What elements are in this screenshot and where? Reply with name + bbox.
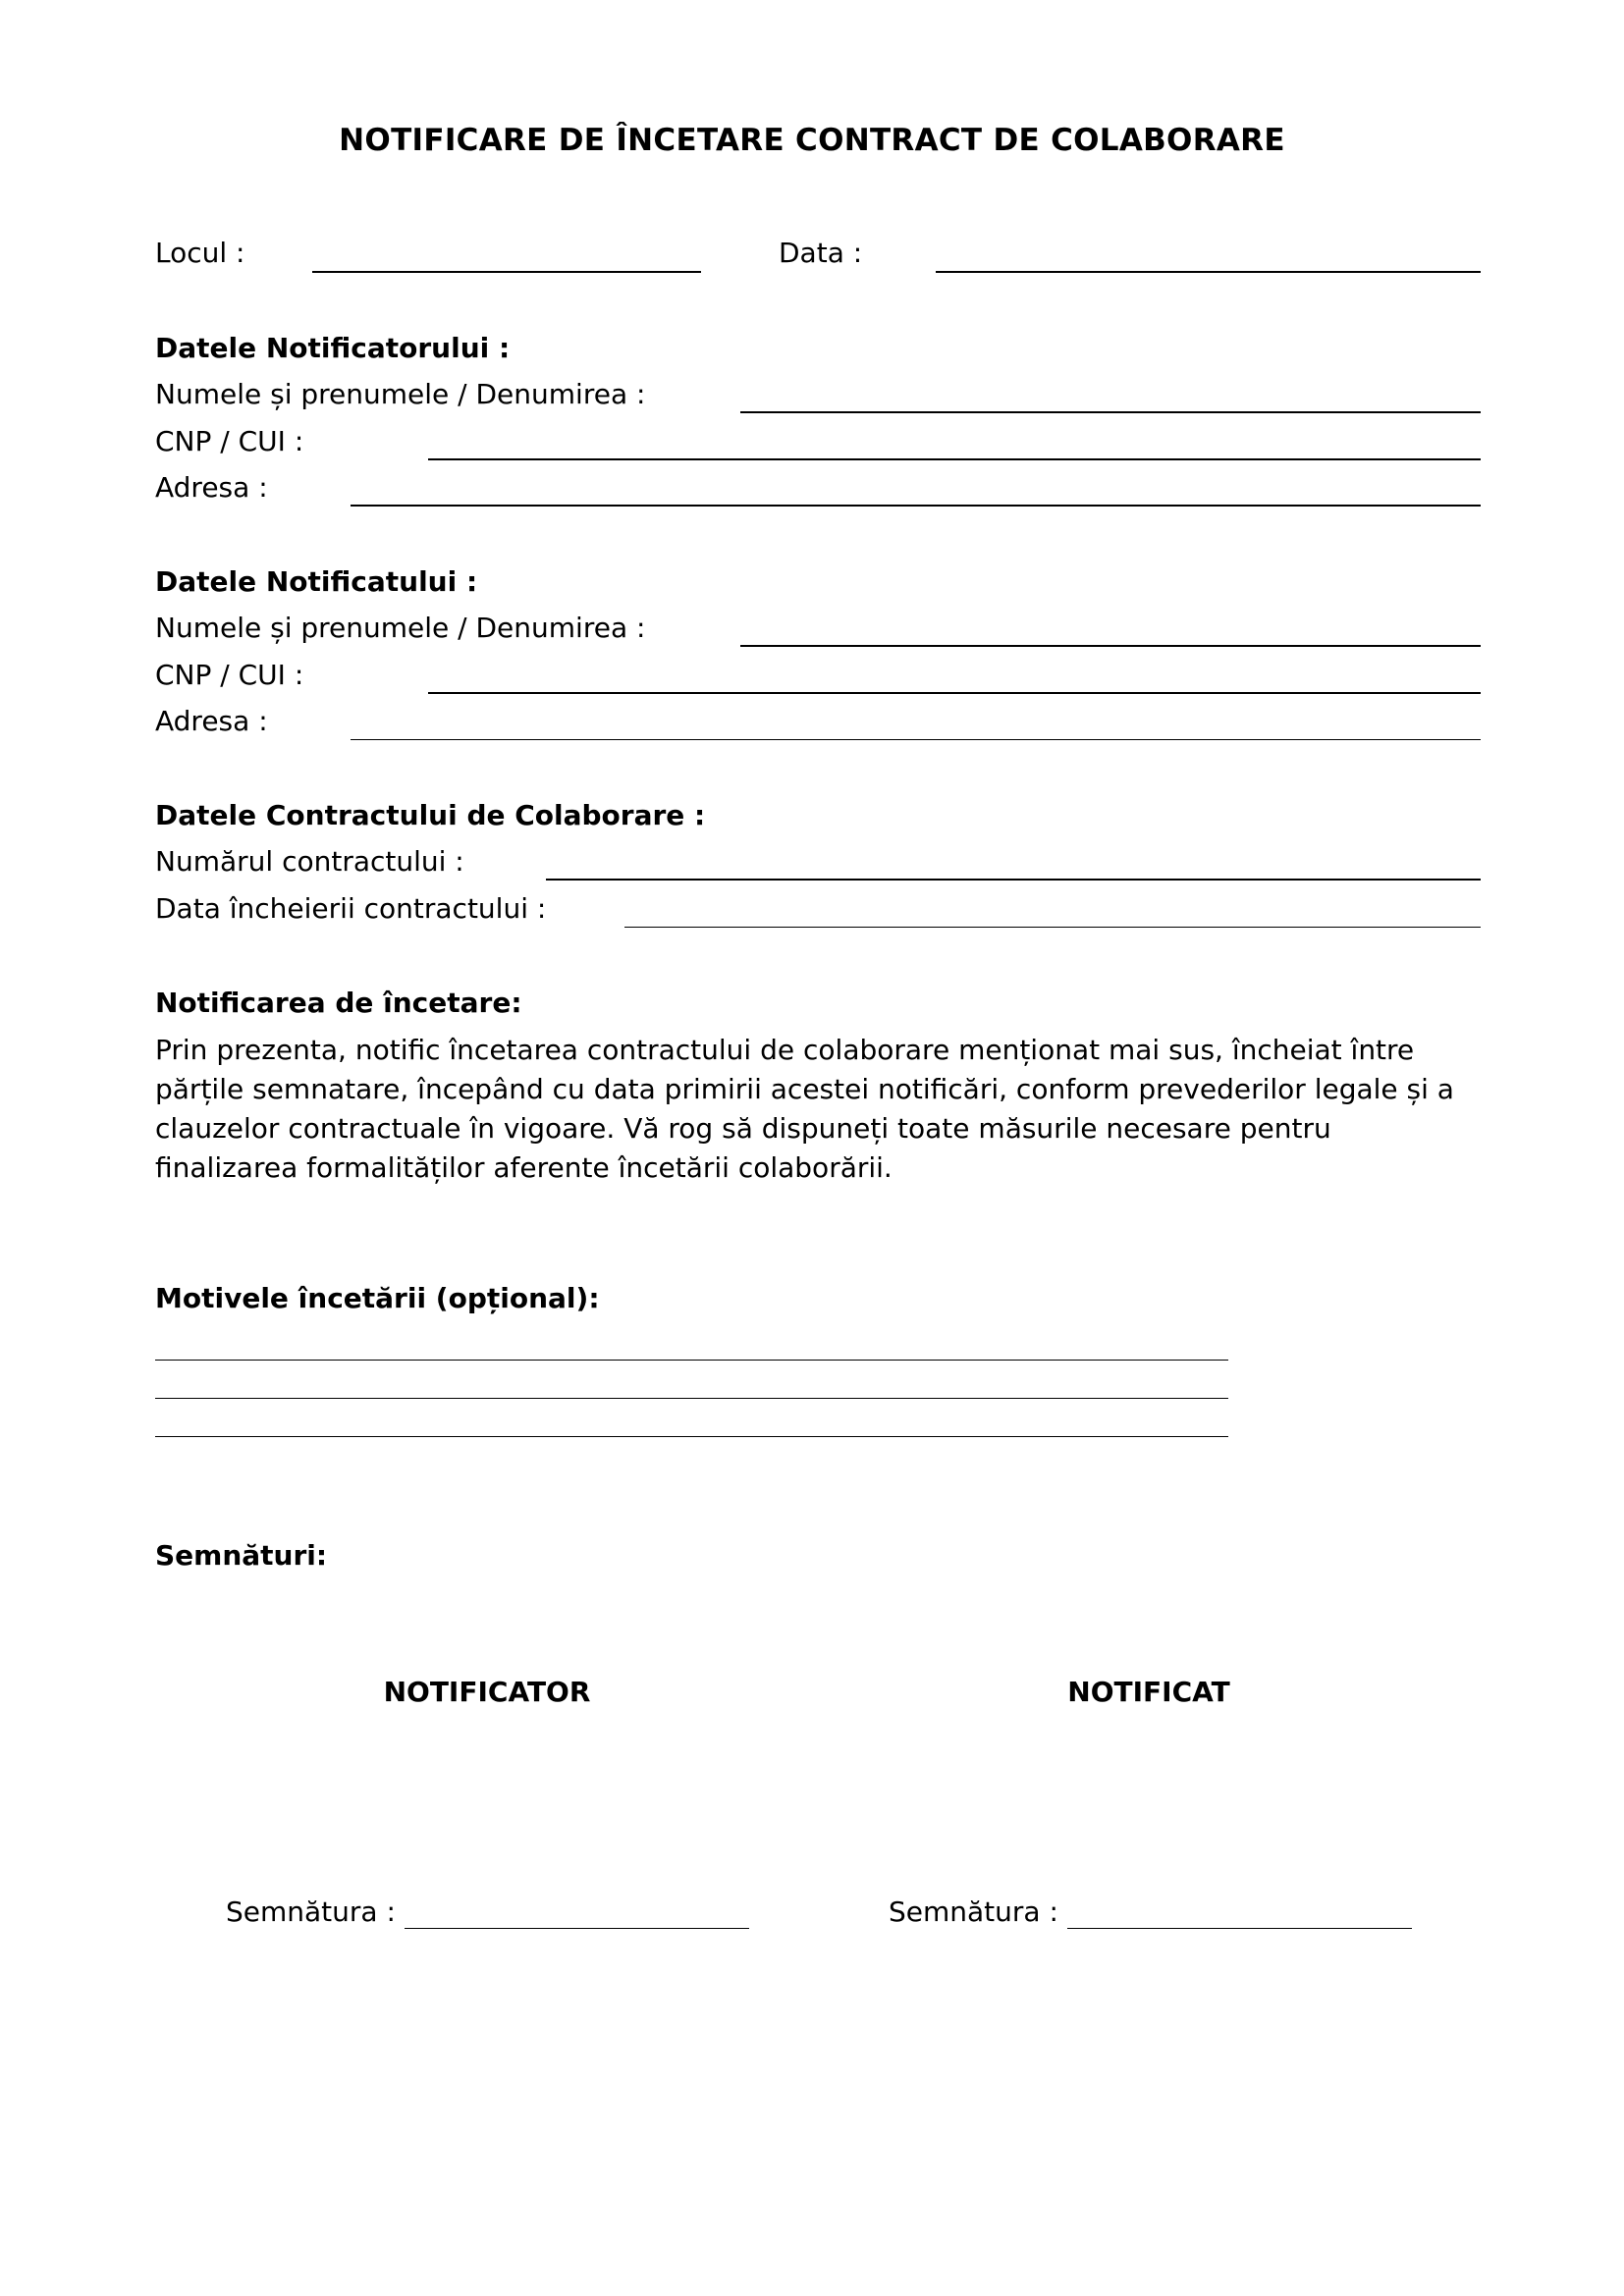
notified-name-label: Numele și prenumele / Denumirea : xyxy=(155,612,646,644)
reason-line-2[interactable] xyxy=(155,1398,1228,1399)
notified-signature-field[interactable] xyxy=(1067,1928,1412,1929)
notifier-id-label: CNP / CUI : xyxy=(155,425,304,457)
reason-line-1[interactable] xyxy=(155,1360,1228,1361)
notified-id-label: CNP / CUI : xyxy=(155,659,304,691)
date-field[interactable] xyxy=(936,271,1481,273)
termination-heading: Notificarea de încetare: xyxy=(155,987,522,1019)
notified-signature-title: NOTIFICAT xyxy=(1067,1676,1230,1708)
reasons-heading: Motivele încetării (opțional): xyxy=(155,1282,600,1314)
contract-number-label: Numărul contractului : xyxy=(155,845,464,878)
notified-name-field[interactable] xyxy=(740,645,1481,647)
date-label: Data : xyxy=(779,237,863,269)
contract-date-field[interactable] xyxy=(624,927,1481,928)
notifier-signature-field[interactable] xyxy=(405,1928,749,1929)
notified-id-field[interactable] xyxy=(428,692,1481,694)
notifier-address-field[interactable] xyxy=(351,505,1481,507)
notifier-id-field[interactable] xyxy=(428,458,1481,460)
document-title: NOTIFICARE DE ÎNCETARE CONTRACT DE COLABORARE xyxy=(339,123,1285,158)
contract-heading: Datele Contractului de Colaborare : xyxy=(155,799,706,831)
contract-date-label: Data încheierii contractului : xyxy=(155,892,547,925)
place-label: Locul : xyxy=(155,237,245,269)
notifier-heading: Datele Notificatorului : xyxy=(155,332,511,364)
termination-line: Prin prezenta, notific încetarea contractului de colaborare menționat mai sus, încheiat între xyxy=(155,1034,1415,1066)
notifier-signature-title: NOTIFICATOR xyxy=(383,1676,591,1708)
place-field[interactable] xyxy=(312,271,701,273)
notified-heading: Datele Notificatului : xyxy=(155,565,478,598)
contract-number-field[interactable] xyxy=(546,879,1481,881)
notifier-signature-label: Semnătura : xyxy=(226,1896,396,1928)
termination-line: clauzelor contractuale în vigoare. Vă rog să dispuneți toate măsurile necesare pentru xyxy=(155,1112,1331,1145)
termination-line: părțile semnatare, începând cu data primirii acestei notificări, conform prevederilor legale și a xyxy=(155,1073,1454,1105)
termination-line: finalizarea formalităților aferente încetării colaborării. xyxy=(155,1151,893,1184)
notifier-name-label: Numele și prenumele / Denumirea : xyxy=(155,378,646,410)
notifier-address-label: Adresa : xyxy=(155,471,268,504)
notified-address-field[interactable] xyxy=(351,739,1481,740)
reason-line-3[interactable] xyxy=(155,1436,1228,1437)
notified-address-label: Adresa : xyxy=(155,705,268,737)
termination-paragraph xyxy=(155,1031,1490,1188)
signatures-heading: Semnături: xyxy=(155,1539,328,1572)
notifier-name-field[interactable] xyxy=(740,411,1481,413)
notified-signature-label: Semnătura : xyxy=(889,1896,1058,1928)
